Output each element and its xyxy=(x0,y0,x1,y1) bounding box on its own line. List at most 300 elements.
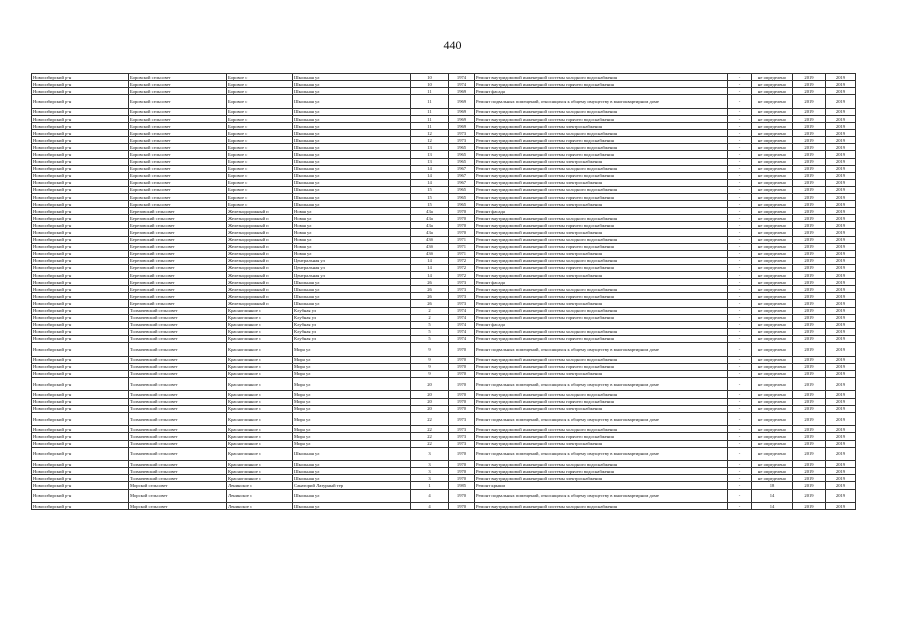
table-row xyxy=(32,503,856,510)
settlement-cell: Красноглинное с xyxy=(227,377,293,391)
end-year-cell: 2019 xyxy=(826,264,856,271)
dash-cell: - xyxy=(728,286,752,293)
work-type-cell: Ремонт внутридомовой инженерной системы холодного водоснабжения xyxy=(475,215,728,222)
council-cell: Толмачевский сельсовет xyxy=(129,342,227,356)
work-type-cell: Ремонт фасада xyxy=(475,279,728,286)
district-cell: Новосибирский р-н xyxy=(32,391,129,398)
council-cell: Толмачевский сельсовет xyxy=(129,433,227,440)
settlement-cell: Красноглинное с xyxy=(227,356,293,363)
settlement-cell: Красноглинное с xyxy=(227,307,293,314)
district-cell: Новосибирский р-н xyxy=(32,236,129,243)
street-cell: Новая ул xyxy=(293,229,411,236)
street-cell: Клубная ул xyxy=(293,328,411,335)
council-cell: Толмачевский сельсовет xyxy=(129,370,227,377)
year-built-cell: 1970 xyxy=(449,489,475,503)
work-type-cell: Ремонт внутридомовой инженерной системы холодного водоснабжения xyxy=(475,186,728,193)
settlement-cell: Красноглинное с xyxy=(227,314,293,321)
dash-cell: - xyxy=(728,503,752,510)
settlement-cell: Боровое с xyxy=(227,137,293,144)
house-number-cell: 1 xyxy=(411,482,449,489)
street-cell: Центральная ул xyxy=(293,257,411,264)
cost-cell: не определено xyxy=(752,165,793,172)
start-year-cell: 2019 xyxy=(793,165,826,172)
work-type-cell: Ремонт внутридомовой инженерной системы холодного водоснабжения xyxy=(475,144,728,151)
district-cell: Новосибирский р-н xyxy=(32,208,129,215)
street-cell: Мира ул xyxy=(293,356,411,363)
street-cell: Центральная ул xyxy=(293,272,411,279)
house-number-cell: 11 xyxy=(411,123,449,130)
street-cell: Школьная ул xyxy=(293,489,411,503)
cost-cell: не определено xyxy=(752,264,793,271)
street-cell: Школьная ул xyxy=(293,186,411,193)
end-year-cell: 2019 xyxy=(826,222,856,229)
cost-cell: не определено xyxy=(752,335,793,342)
house-number-cell: 14 xyxy=(411,172,449,179)
street-cell: Клубная ул xyxy=(293,321,411,328)
house-number-cell: 5 xyxy=(411,335,449,342)
cost-cell: не определено xyxy=(752,307,793,314)
year-built-cell: 1974 xyxy=(449,314,475,321)
work-type-cell: Ремонт внутридомовой инженерной системы горячего водоснабжения xyxy=(475,468,728,475)
district-cell: Новосибирский р-н xyxy=(32,144,129,151)
street-cell: Школьная ул xyxy=(293,81,411,88)
district-cell: Новосибирский р-н xyxy=(32,412,129,426)
dash-cell: - xyxy=(728,321,752,328)
cost-cell: не определено xyxy=(752,74,793,81)
start-year-cell: 2019 xyxy=(793,236,826,243)
district-cell: Новосибирский р-н xyxy=(32,489,129,503)
council-cell: Толмачевский сельсовет xyxy=(129,426,227,433)
settlement-cell: Красноглинное с xyxy=(227,405,293,412)
table-row xyxy=(32,257,856,264)
council-cell: Боровской сельсовет xyxy=(129,74,227,81)
settlement-cell: Красноглинное с xyxy=(227,321,293,328)
dash-cell: - xyxy=(728,328,752,335)
council-cell: Морской сельсовет xyxy=(129,482,227,489)
street-cell: Школьная ул xyxy=(293,279,411,286)
council-cell: Боровской сельсовет xyxy=(129,108,227,115)
cost-cell: не определено xyxy=(752,412,793,426)
council-cell: Березовский сельсовет xyxy=(129,243,227,250)
dash-cell: - xyxy=(728,433,752,440)
year-built-cell: 1973 xyxy=(449,433,475,440)
district-cell: Новосибирский р-н xyxy=(32,342,129,356)
year-built-cell: 1965 xyxy=(449,144,475,151)
table-row xyxy=(32,243,856,250)
street-cell: Новая ул xyxy=(293,236,411,243)
work-type-cell: Ремонт подвальных помещений, относящихся к общему имуществу в многоквартирном доме xyxy=(475,95,728,109)
district-cell: Новосибирский р-н xyxy=(32,370,129,377)
settlement-cell: Красноглинное с xyxy=(227,363,293,370)
year-built-cell: 1970 xyxy=(449,356,475,363)
district-cell: Новосибирский р-н xyxy=(32,279,129,286)
end-year-cell: 2019 xyxy=(826,489,856,503)
dash-cell: - xyxy=(728,468,752,475)
end-year-cell: 2019 xyxy=(826,447,856,461)
cost-cell: не определено xyxy=(752,440,793,447)
cost-cell: не определено xyxy=(752,186,793,193)
council-cell: Березовский сельсовет xyxy=(129,215,227,222)
district-cell: Новосибирский р-н xyxy=(32,293,129,300)
dash-cell: - xyxy=(728,279,752,286)
table-row xyxy=(32,208,856,215)
dash-cell: - xyxy=(728,172,752,179)
house-number-cell: 43б xyxy=(411,250,449,257)
settlement-cell: Боровое с xyxy=(227,172,293,179)
council-cell: Толмачевский сельсовет xyxy=(129,391,227,398)
year-built-cell: 1971 xyxy=(449,243,475,250)
start-year-cell: 2019 xyxy=(793,461,826,468)
end-year-cell: 2019 xyxy=(826,468,856,475)
cost-cell: не определено xyxy=(752,257,793,264)
house-number-cell: 13 xyxy=(411,144,449,151)
settlement-cell: Красноглинное с xyxy=(227,391,293,398)
end-year-cell: 2019 xyxy=(826,165,856,172)
council-cell: Толмачевский сельсовет xyxy=(129,461,227,468)
table-row xyxy=(32,461,856,468)
council-cell: Березовский сельсовет xyxy=(129,236,227,243)
district-cell: Новосибирский р-н xyxy=(32,74,129,81)
end-year-cell: 2019 xyxy=(826,95,856,109)
end-year-cell: 2019 xyxy=(826,405,856,412)
street-cell: Школьная ул xyxy=(293,95,411,109)
settlement-cell: Боровое с xyxy=(227,158,293,165)
dash-cell: - xyxy=(728,264,752,271)
work-type-cell: Ремонт внутридомовой инженерной системы горячего водоснабжения xyxy=(475,222,728,229)
district-cell: Новосибирский р-н xyxy=(32,363,129,370)
district-cell: Новосибирский р-н xyxy=(32,123,129,130)
dash-cell: - xyxy=(728,377,752,391)
start-year-cell: 2019 xyxy=(793,115,826,122)
year-built-cell: 1970 xyxy=(449,370,475,377)
work-type-cell: Ремонт внутридомовой инженерной системы электроснабжения xyxy=(475,123,728,130)
street-cell: Школьная ул xyxy=(293,286,411,293)
street-cell: Новая ул xyxy=(293,243,411,250)
work-type-cell: Ремонт внутридомовой инженерной системы горячего водоснабжения xyxy=(475,194,728,201)
house-number-cell: 12 xyxy=(411,137,449,144)
house-number-cell: 43а xyxy=(411,215,449,222)
house-number-cell: 9 xyxy=(411,370,449,377)
council-cell: Боровской сельсовет xyxy=(129,144,227,151)
settlement-cell: Железнодорожный п xyxy=(227,243,293,250)
table-row xyxy=(32,468,856,475)
house-number-cell: 3 xyxy=(411,447,449,461)
work-type-cell: Ремонт внутридомовой инженерной системы холодного водоснабжения xyxy=(475,426,728,433)
house-number-cell: 20 xyxy=(411,377,449,391)
cost-cell: не определено xyxy=(752,293,793,300)
dash-cell: - xyxy=(728,440,752,447)
end-year-cell: 2019 xyxy=(826,179,856,186)
work-type-cell: Ремонт подвальных помещений, относящихся к общему имуществу в многоквартирном доме xyxy=(475,377,728,391)
end-year-cell: 2019 xyxy=(826,201,856,208)
street-cell: Новая ул xyxy=(293,222,411,229)
street-cell: Школьная ул xyxy=(293,179,411,186)
table-row xyxy=(32,293,856,300)
council-cell: Толмачевский сельсовет xyxy=(129,335,227,342)
house-number-cell: 43а xyxy=(411,208,449,215)
district-cell: Новосибирский р-н xyxy=(32,165,129,172)
start-year-cell: 2019 xyxy=(793,377,826,391)
street-cell: Школьная ул xyxy=(293,447,411,461)
start-year-cell: 2019 xyxy=(793,398,826,405)
district-cell: Новосибирский р-н xyxy=(32,95,129,109)
start-year-cell: 2019 xyxy=(793,433,826,440)
cost-cell: не определено xyxy=(752,151,793,158)
street-cell: Школьная ул xyxy=(293,165,411,172)
end-year-cell: 2019 xyxy=(826,243,856,250)
house-number-cell: 26 xyxy=(411,300,449,307)
district-cell: Новосибирский р-н xyxy=(32,243,129,250)
council-cell: Боровской сельсовет xyxy=(129,81,227,88)
settlement-cell: Ленинское с xyxy=(227,482,293,489)
work-type-cell: Ремонт внутридомовой инженерной системы электроснабжения xyxy=(475,179,728,186)
end-year-cell: 2019 xyxy=(826,377,856,391)
cost-cell: не определено xyxy=(752,405,793,412)
dash-cell: - xyxy=(728,293,752,300)
dash-cell: - xyxy=(728,115,752,122)
start-year-cell: 2019 xyxy=(793,108,826,115)
end-year-cell: 2019 xyxy=(826,342,856,356)
end-year-cell: 2019 xyxy=(826,108,856,115)
end-year-cell: 2019 xyxy=(826,215,856,222)
start-year-cell: 2019 xyxy=(793,229,826,236)
start-year-cell: 2019 xyxy=(793,243,826,250)
end-year-cell: 2019 xyxy=(826,412,856,426)
dash-cell: - xyxy=(728,229,752,236)
end-year-cell: 2019 xyxy=(826,74,856,81)
house-number-cell: 20 xyxy=(411,398,449,405)
table-row xyxy=(32,363,856,370)
end-year-cell: 2019 xyxy=(826,286,856,293)
settlement-cell: Красноглинное с xyxy=(227,342,293,356)
cost-cell: не определено xyxy=(752,222,793,229)
dash-cell: - xyxy=(728,186,752,193)
end-year-cell: 2019 xyxy=(826,130,856,137)
house-number-cell: 5 xyxy=(411,321,449,328)
start-year-cell: 2019 xyxy=(793,130,826,137)
year-built-cell: 1970 xyxy=(449,461,475,468)
cost-cell: 14 xyxy=(752,503,793,510)
start-year-cell: 2019 xyxy=(793,293,826,300)
end-year-cell: 2019 xyxy=(826,391,856,398)
work-type-cell: Ремонт внутридомовой инженерной системы холодного водоснабжения xyxy=(475,236,728,243)
end-year-cell: 2019 xyxy=(826,194,856,201)
cost-cell: не определено xyxy=(752,144,793,151)
work-type-cell: Ремонт внутридомовой инженерной системы электроснабжения xyxy=(475,370,728,377)
end-year-cell: 2019 xyxy=(826,370,856,377)
district-cell: Новосибирский р-н xyxy=(32,250,129,257)
work-type-cell: Ремонт фасада xyxy=(475,321,728,328)
street-cell: Школьная ул xyxy=(293,468,411,475)
year-built-cell: 1974 xyxy=(449,74,475,81)
settlement-cell: Железнодорожный п xyxy=(227,264,293,271)
work-type-cell: Ремонт внутридомовой инженерной системы электроснабжения xyxy=(475,475,728,482)
start-year-cell: 2019 xyxy=(793,88,826,95)
street-cell: Школьная ул xyxy=(293,201,411,208)
table-row xyxy=(32,314,856,321)
district-cell: Новосибирский р-н xyxy=(32,222,129,229)
settlement-cell: Ленинское с xyxy=(227,489,293,503)
end-year-cell: 2019 xyxy=(826,475,856,482)
council-cell: Толмачевский сельсовет xyxy=(129,321,227,328)
table-row xyxy=(32,74,856,81)
cost-cell: не определено xyxy=(752,370,793,377)
settlement-cell: Боровое с xyxy=(227,88,293,95)
year-built-cell: 1971 xyxy=(449,250,475,257)
dash-cell: - xyxy=(728,74,752,81)
cost-cell: не определено xyxy=(752,158,793,165)
dash-cell: - xyxy=(728,447,752,461)
end-year-cell: 2019 xyxy=(826,300,856,307)
council-cell: Березовский сельсовет xyxy=(129,257,227,264)
cost-cell: не определено xyxy=(752,208,793,215)
street-cell: Школьная ул xyxy=(293,130,411,137)
street-cell: Клубная ул xyxy=(293,314,411,321)
start-year-cell: 2019 xyxy=(793,186,826,193)
house-number-cell: 4 xyxy=(411,489,449,503)
work-type-cell: Ремонт внутридомовой инженерной системы электроснабжения xyxy=(475,440,728,447)
table-row xyxy=(32,398,856,405)
house-number-cell: 11 xyxy=(411,95,449,109)
settlement-cell: Боровое с xyxy=(227,130,293,137)
year-built-cell: 1972 xyxy=(449,264,475,271)
dash-cell: - xyxy=(728,426,752,433)
work-type-cell: Ремонт подвальных помещений, относящихся к общему имуществу в многоквартирном доме xyxy=(475,342,728,356)
council-cell: Толмачевский сельсовет xyxy=(129,314,227,321)
house-number-cell: 13 xyxy=(411,151,449,158)
year-built-cell: 1969 xyxy=(449,115,475,122)
settlement-cell: Боровое с xyxy=(227,123,293,130)
work-type-cell: Ремонт внутридомовой инженерной системы горячего водоснабжения xyxy=(475,433,728,440)
end-year-cell: 2019 xyxy=(826,137,856,144)
settlement-cell: Железнодорожный п xyxy=(227,272,293,279)
cost-cell: не определено xyxy=(752,215,793,222)
council-cell: Толмачевский сельсовет xyxy=(129,363,227,370)
settlement-cell: Боровое с xyxy=(227,108,293,115)
end-year-cell: 2019 xyxy=(826,482,856,489)
table-row xyxy=(32,222,856,229)
year-built-cell: 1973 xyxy=(449,440,475,447)
cost-cell: не определено xyxy=(752,130,793,137)
house-number-cell: 15 xyxy=(411,201,449,208)
dash-cell: - xyxy=(728,335,752,342)
house-number-cell: 22 xyxy=(411,433,449,440)
settlement-cell: Красноглинное с xyxy=(227,398,293,405)
dash-cell: - xyxy=(728,243,752,250)
settlement-cell: Железнодорожный п xyxy=(227,250,293,257)
end-year-cell: 2019 xyxy=(826,363,856,370)
street-cell: Мира ул xyxy=(293,412,411,426)
work-type-cell: Ремонт внутридомовой инженерной системы электроснабжения xyxy=(475,229,728,236)
street-cell: Школьная ул xyxy=(293,194,411,201)
house-number-cell: 43а xyxy=(411,229,449,236)
house-number-cell: 43б xyxy=(411,236,449,243)
start-year-cell: 2019 xyxy=(793,158,826,165)
settlement-cell: Красноглинное с xyxy=(227,461,293,468)
end-year-cell: 2019 xyxy=(826,293,856,300)
cost-cell: не определено xyxy=(752,300,793,307)
street-cell: Мира ул xyxy=(293,342,411,356)
year-built-cell: 1970 xyxy=(449,398,475,405)
council-cell: Боровской сельсовет xyxy=(129,158,227,165)
dash-cell: - xyxy=(728,475,752,482)
work-type-cell: Ремонт внутридомовой инженерной системы горячего водоснабжения xyxy=(475,363,728,370)
year-built-cell: 1965 xyxy=(449,158,475,165)
work-type-cell: Ремонт внутридомовой инженерной системы горячего водоснабжения xyxy=(475,335,728,342)
street-cell: Центральная ул xyxy=(293,264,411,271)
district-cell: Новосибирский р-н xyxy=(32,405,129,412)
work-type-cell: Ремонт фасада xyxy=(475,88,728,95)
start-year-cell: 2019 xyxy=(793,321,826,328)
table-row xyxy=(32,272,856,279)
settlement-cell: Боровое с xyxy=(227,201,293,208)
start-year-cell: 2019 xyxy=(793,123,826,130)
street-cell: Школьная ул xyxy=(293,503,411,510)
dash-cell: - xyxy=(728,95,752,109)
house-number-cell: 43б xyxy=(411,243,449,250)
year-built-cell: 1973 xyxy=(449,300,475,307)
cost-cell: не определено xyxy=(752,468,793,475)
house-number-cell: 14 xyxy=(411,257,449,264)
council-cell: Толмачевский сельсовет xyxy=(129,412,227,426)
table-row xyxy=(32,236,856,243)
table-row xyxy=(32,88,856,95)
start-year-cell: 2019 xyxy=(793,468,826,475)
table-row xyxy=(32,356,856,363)
start-year-cell: 2019 xyxy=(793,342,826,356)
cost-cell: не определено xyxy=(752,377,793,391)
year-built-cell: 1973 xyxy=(449,426,475,433)
dash-cell: - xyxy=(728,137,752,144)
cost-cell: 14 xyxy=(752,489,793,503)
end-year-cell: 2019 xyxy=(826,272,856,279)
district-cell: Новосибирский р-н xyxy=(32,257,129,264)
start-year-cell: 2019 xyxy=(793,328,826,335)
council-cell: Толмачевский сельсовет xyxy=(129,405,227,412)
settlement-cell: Железнодорожный п xyxy=(227,215,293,222)
council-cell: Березовский сельсовет xyxy=(129,272,227,279)
table-row xyxy=(32,264,856,271)
end-year-cell: 2019 xyxy=(826,158,856,165)
table-row xyxy=(32,186,856,193)
start-year-cell: 2019 xyxy=(793,81,826,88)
district-cell: Новосибирский р-н xyxy=(32,158,129,165)
house-number-cell: 43а xyxy=(411,222,449,229)
council-cell: Боровской сельсовет xyxy=(129,186,227,193)
start-year-cell: 2019 xyxy=(793,264,826,271)
work-type-cell: Ремонт внутридомовой инженерной системы электроснабжения xyxy=(475,250,728,257)
house-number-cell: 13 xyxy=(411,158,449,165)
start-year-cell: 2019 xyxy=(793,286,826,293)
work-type-cell: Ремонт внутридомовой инженерной системы горячего водоснабжения xyxy=(475,137,728,144)
cost-cell: не определено xyxy=(752,286,793,293)
house-number-cell: 26 xyxy=(411,279,449,286)
cost-cell: не определено xyxy=(752,321,793,328)
dash-cell: - xyxy=(728,300,752,307)
end-year-cell: 2019 xyxy=(826,250,856,257)
district-cell: Новосибирский р-н xyxy=(32,314,129,321)
dash-cell: - xyxy=(728,363,752,370)
house-number-cell: 3 xyxy=(411,468,449,475)
district-cell: Новосибирский р-н xyxy=(32,482,129,489)
table-row xyxy=(32,201,856,208)
settlement-cell: Красноглинное с xyxy=(227,447,293,461)
settlement-cell: Боровое с xyxy=(227,74,293,81)
cost-cell: не определено xyxy=(752,328,793,335)
settlement-cell: Железнодорожный п xyxy=(227,300,293,307)
settlement-cell: Красноглинное с xyxy=(227,335,293,342)
table-row xyxy=(32,165,856,172)
